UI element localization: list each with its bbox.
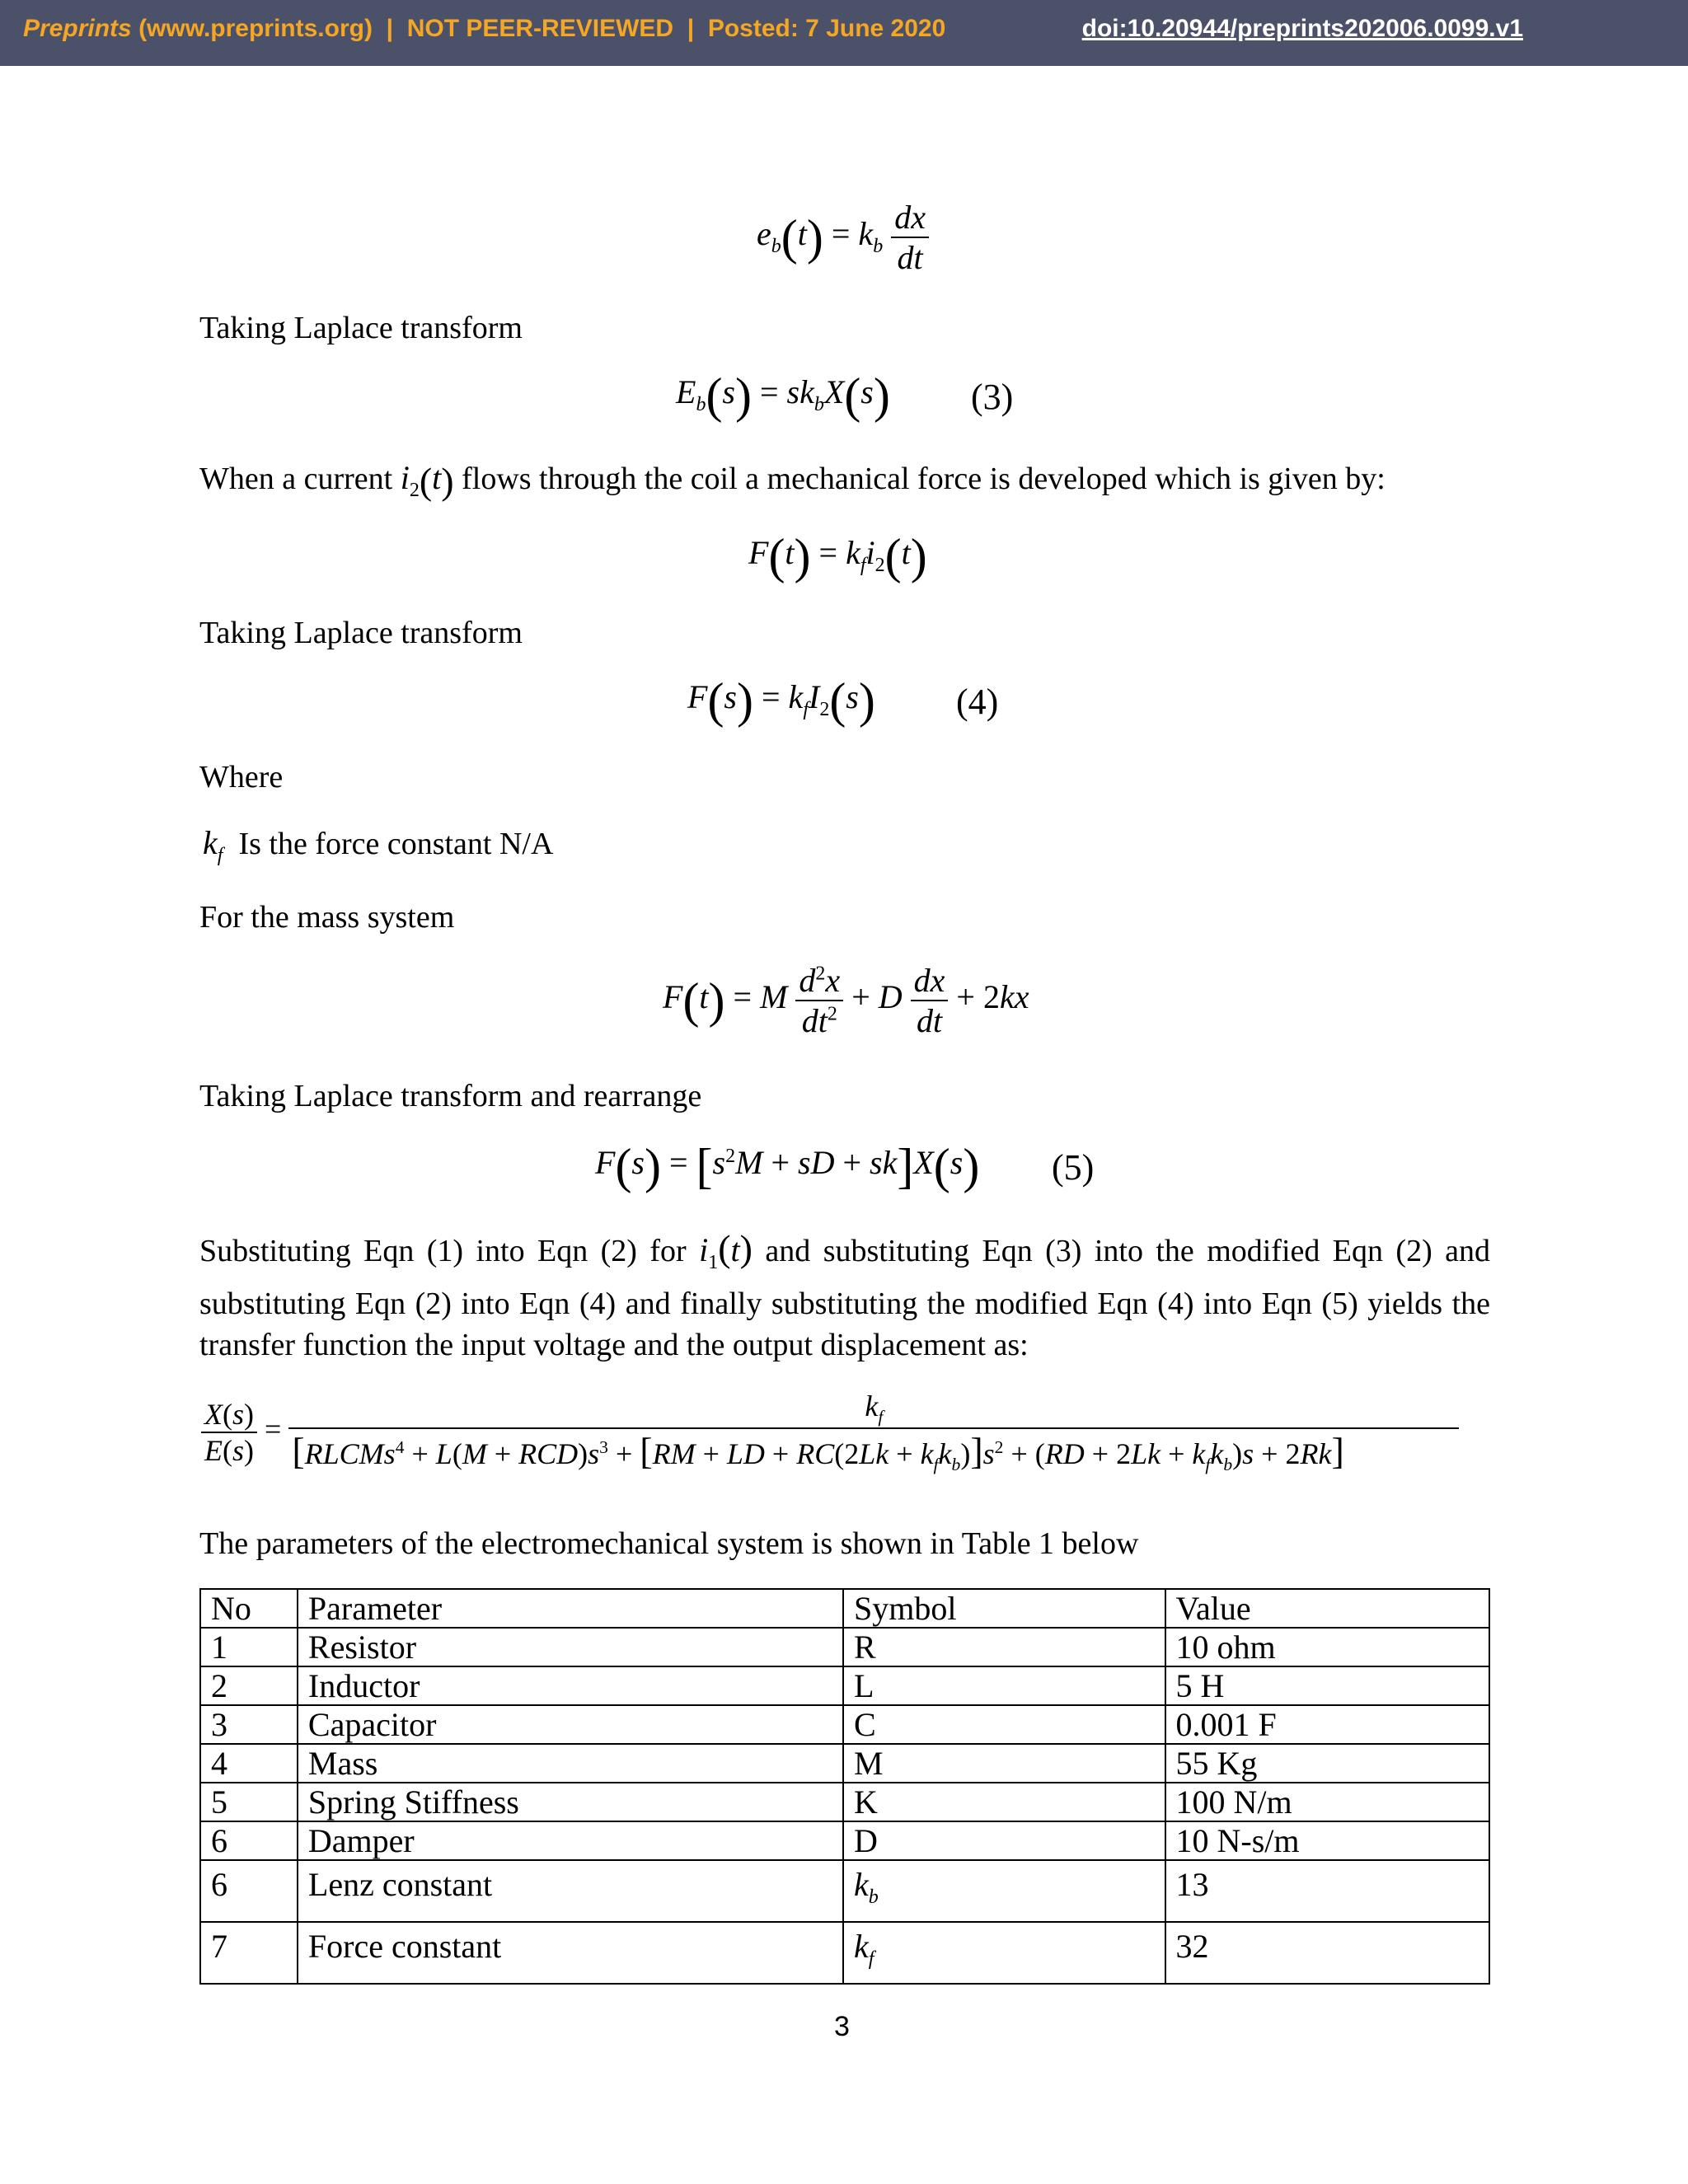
equation-force: $F(t) = k_fi_2(t)$ — [748, 529, 927, 583]
cell-symbol: R — [843, 1628, 1165, 1666]
cell-value: 55 Kg — [1165, 1744, 1489, 1783]
cell-value: 32 — [1165, 1922, 1489, 1984]
table-row — [200, 1860, 1489, 1922]
review-status: NOT PEER-REVIEWED — [406, 15, 674, 42]
text-kf-definition — [203, 823, 553, 876]
equation-back-emf: $e_b(t) = k_b$ $\frac{dx}{dt}$ — [757, 198, 929, 277]
equation-3: $E_b(s) = sk_bX(s)$ — [676, 368, 890, 423]
table-row — [200, 1783, 1489, 1821]
separator: | — [687, 15, 695, 42]
table-row — [200, 1705, 1489, 1744]
cell-value: 0.001 F — [1165, 1705, 1489, 1744]
cell-value: 100 N/m — [1165, 1783, 1489, 1821]
symbol-kf: $k_f$ — [203, 824, 223, 866]
table-row — [200, 1821, 1489, 1860]
cell-parameter: Damper — [298, 1821, 843, 1860]
text-mass-system: For the mass system — [199, 900, 455, 935]
cell-no: 6 — [200, 1821, 298, 1860]
parameters-table — [199, 1588, 1490, 1985]
cell-symbol: $k_b$ — [843, 1860, 1165, 1922]
cell-no: 6 — [200, 1860, 298, 1922]
kf-description: Is the force constant N/A — [238, 827, 554, 861]
cell-symbol: M — [843, 1744, 1165, 1783]
cell-symbol: $k_f$ — [843, 1922, 1165, 1984]
cell-value: 5 H — [1165, 1666, 1489, 1705]
inline-math-i1t: $i_1(t)$ — [699, 1227, 753, 1273]
current-sentence-start: When a current — [199, 462, 393, 496]
banner-info — [23, 15, 945, 43]
cell-value: 10 ohm — [1165, 1628, 1489, 1666]
text-substitution — [199, 1228, 1490, 1366]
brand-name: Preprints — [23, 15, 132, 42]
text-laplace-1: Taking Laplace transform — [199, 311, 523, 345]
header-parameter: Parameter — [298, 1589, 843, 1628]
cell-symbol: C — [843, 1705, 1165, 1744]
cell-parameter: Inductor — [298, 1666, 843, 1705]
cell-no: 4 — [200, 1744, 298, 1783]
cell-parameter: Resistor — [298, 1628, 843, 1666]
cell-no: 7 — [200, 1922, 298, 1984]
equation-4-number: (4) — [956, 682, 999, 722]
equation-transfer-function: $\frac{X(s)}{E(s)}$ = $k_f$ [RLCMs$^4$ + $L(M + RCD)s^3 + [RM$ + LD + $RC(2Lk + k_fk_b)]s^2 + (RD + 2Lk + k_fk_b)s + 2Rk$] — [201, 1389, 1459, 1475]
header-value: Value — [1165, 1589, 1489, 1628]
equation-5-number: (5) — [1052, 1147, 1095, 1188]
symbol-kb-subscript: b — [868, 1886, 879, 1908]
doi-link[interactable]: doi:10.20944/preprints202006.0099.v1 — [1081, 15, 1523, 42]
current-sentence-end: flows through the coil a mechanical force is developed which is given by: — [462, 462, 1386, 496]
cell-symbol: K — [843, 1783, 1165, 1821]
equation-5: $F(s) = [s^2M$ + sD + sk]X(s) — [595, 1139, 980, 1193]
text-where: Where — [199, 760, 284, 794]
cell-no: 5 — [200, 1783, 298, 1821]
header-symbol: Symbol — [843, 1589, 1165, 1628]
cell-parameter: Mass — [298, 1744, 843, 1783]
equation-mass-system: F(t) = M $\frac{d^2x}{dt^2}$ + D $\frac{dx}{dt}$ + 2kx — [663, 962, 1029, 1039]
page-number: 3 — [834, 2011, 850, 2042]
table-row — [200, 1628, 1489, 1666]
symbol-kf-subscript: f — [868, 1948, 874, 1970]
cell-no: 3 — [200, 1705, 298, 1744]
cell-parameter: Capacitor — [298, 1705, 843, 1744]
table-row — [200, 1922, 1489, 1984]
text-current-flow — [199, 457, 1386, 511]
cell-symbol: L — [843, 1666, 1165, 1705]
table-header-row — [200, 1589, 1489, 1628]
posted-date: Posted: 7 June 2020 — [707, 15, 946, 42]
equation-3-number: (3) — [971, 377, 1014, 417]
subst-start: Substituting Eqn (1) into Eqn (2) for — [199, 1234, 687, 1268]
text-table-intro: The parameters of the electromechanical system is shown in Table 1 below — [199, 1526, 1139, 1561]
text-laplace-3: Taking Laplace transform and rearrange — [199, 1079, 702, 1113]
cell-value: 10 N-s/m — [1165, 1821, 1489, 1860]
cell-parameter: Spring Stiffness — [298, 1783, 843, 1821]
header-no: No — [200, 1589, 298, 1628]
table-row — [200, 1744, 1489, 1783]
cell-parameter: Lenz constant — [298, 1860, 843, 1922]
text-laplace-2: Taking Laplace transform — [199, 616, 523, 650]
equation-4: $F(s) = k_fI_2(s)$ — [687, 673, 875, 728]
cell-no: 2 — [200, 1666, 298, 1705]
inline-math-i2t: $i_2(t)$ — [400, 459, 454, 502]
separator: | — [386, 15, 394, 42]
subst-end: and substituting Eqn (3) into the modified Eqn (2) and substituting Eqn (2) into Eqn (4) and finally substituting the modified Eqn (4) into Eqn (5) yields the transfer function the input voltage and the output displacement as: — [199, 1234, 1491, 1362]
site-url[interactable]: (www.preprints.org) — [138, 15, 373, 42]
preprint-banner — [0, 0, 1688, 66]
cell-symbol: D — [843, 1821, 1165, 1860]
table-row — [200, 1666, 1489, 1705]
cell-value: 13 — [1165, 1860, 1489, 1922]
cell-no: 1 — [200, 1628, 298, 1666]
cell-parameter: Force constant — [298, 1922, 843, 1984]
